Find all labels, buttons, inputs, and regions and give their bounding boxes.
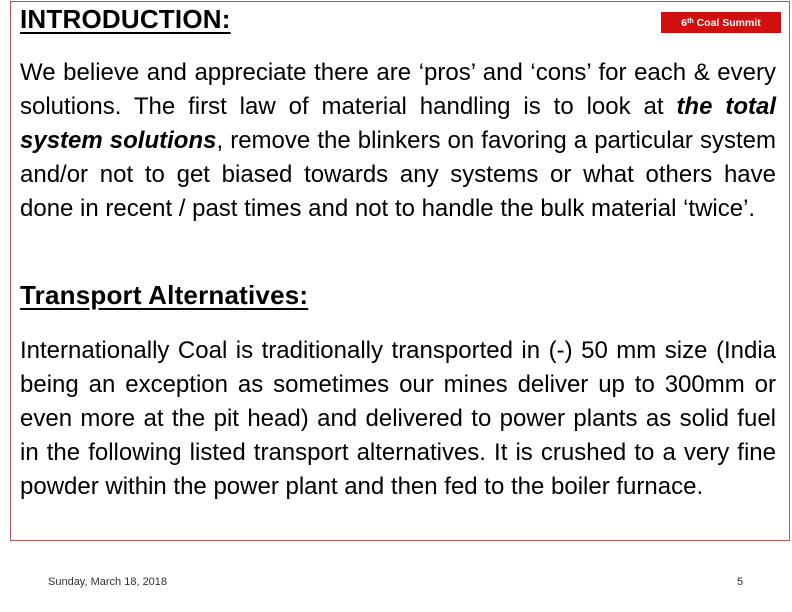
- introduction-paragraph: [20, 56, 776, 226]
- introduction-heading: INTRODUCTION:: [20, 4, 231, 34]
- introduction-text-part1: We believe and appreciate there are ‘pros’ and ‘cons’ for each & every solutions. The first law of material handling is to look at: [20, 59, 776, 120]
- transport-paragraph: Internationally Coal is traditionally transported in (-) 50 mm size (India being an exception as sometimes our mines deliver up to 300mm or even more at the pit head) and delivered to power plants as solid fuel in the following listed transport alternatives. It is crushed to a very fine powder within the power plant and then fed to the boiler furnace.: [20, 337, 776, 500]
- introduction-emphasis: the total system solutions: [20, 93, 776, 154]
- transport-alternatives-heading: Transport Alternatives:: [20, 280, 309, 310]
- event-badge: 6 $^{th}$ Coal Summit: [661, 12, 781, 33]
- footer-date: Sunday, March 18, 2018: [48, 576, 168, 588]
- badge-ordinal: 6: [681, 16, 688, 29]
- page-number: 5: [737, 576, 744, 588]
- introduction-text-part2: , remove the blinkers on favoring a particular system and/or not to get biased towards any systems or what others have done in recent / past times and not to handle the bulk material ‘twice’.: [20, 127, 776, 222]
- badge-text: Coal Summit: [696, 16, 761, 29]
